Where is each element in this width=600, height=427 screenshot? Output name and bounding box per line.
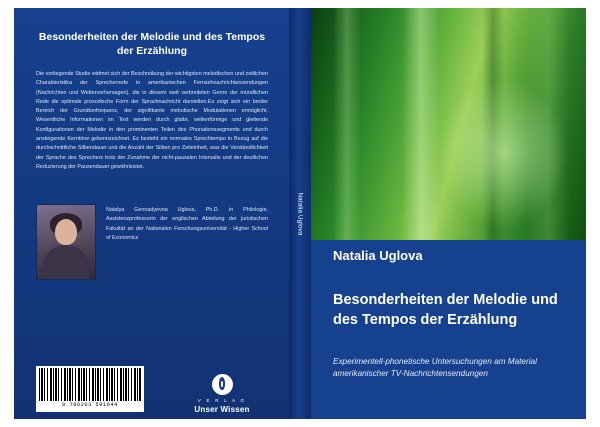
front-cover-title: Besonderheiten der Melodie und des Tempos der Erzählung [333, 292, 558, 328]
artwork-band-2 [402, 8, 441, 240]
publisher-verlag-label: V E R L A G [197, 398, 247, 403]
author-photo [36, 204, 96, 280]
back-cover-title: Besonderheiten der Melodie und des Tempos der Erzählung [38, 31, 266, 58]
front-cover-subtitle: Experimentell-phonetische Untersuchungen am Material amerikanischer TV-Nachrichtensendungen [333, 357, 537, 379]
author-biography: Natalya Gennadyevna Uglova, Ph.D. in Philologie, Assistenzprofessorin der englischen Abteilung der juristischen Fakultät an der Nationalen Forschungsuniversität - Higher School of Economics [106, 207, 268, 241]
barcode-bars [39, 368, 141, 401]
publisher-name: Unser Wissen [194, 405, 250, 414]
artwork-band-1 [333, 8, 361, 240]
front-cover-panel [311, 8, 586, 419]
spine-author-text: Natalia Uglova [296, 191, 304, 236]
author-photo-face-shape [55, 219, 77, 245]
artwork-highlight [438, 78, 568, 228]
back-cover-panel [14, 8, 289, 419]
isbn-barcode [36, 366, 144, 412]
cover-artwork-green-blur [311, 8, 586, 240]
author-photo-body-shape [43, 245, 89, 280]
front-cover-author: Natalia Uglova [333, 248, 423, 263]
book-spine [289, 8, 311, 419]
flame-icon [212, 374, 233, 395]
back-cover-blurb: Die vorliegende Studie widmet sich der Beschreibung der wichtigsten melodischen und zeitlichen Charakteristika der Sprecherrede in amerikanischen Fernsehnachrichtensendungen (Nachrichten und Wettervorhersagen), die in diesem weit verbreiteten Genre der mündlichen Rede die optimale prosodische Form der Sprachnachricht darstellen.Es zeigt sich ein breiter Bereich der Grundtonfrequenz, der signifikante melodische Modulationen ermöglicht. Wesentliche Informationen im Text werden durch glatte, wellenförmige und gleitende Konfigurationen der Melodie in den prominenten Teilen des Phonationssegments und durch ansteigende Kerntöne gekennzeichnet. Es besteht ein normales Sprechtempo in Bezug auf die durchschnittliche Silbendauer und die Anzahl der Silben pro Zeiteinheit, was die Verständlichkeit der Sprache des Sprechers trotz der Zunahme der nicht-pausalen Intervalle und der deutlichen Reduzierung der Pausendauer gewährleistet. [36, 71, 268, 170]
publisher-logo-back [174, 374, 270, 414]
isbn-digits: 9 786203 591644 [62, 402, 118, 408]
author-block [36, 204, 268, 284]
